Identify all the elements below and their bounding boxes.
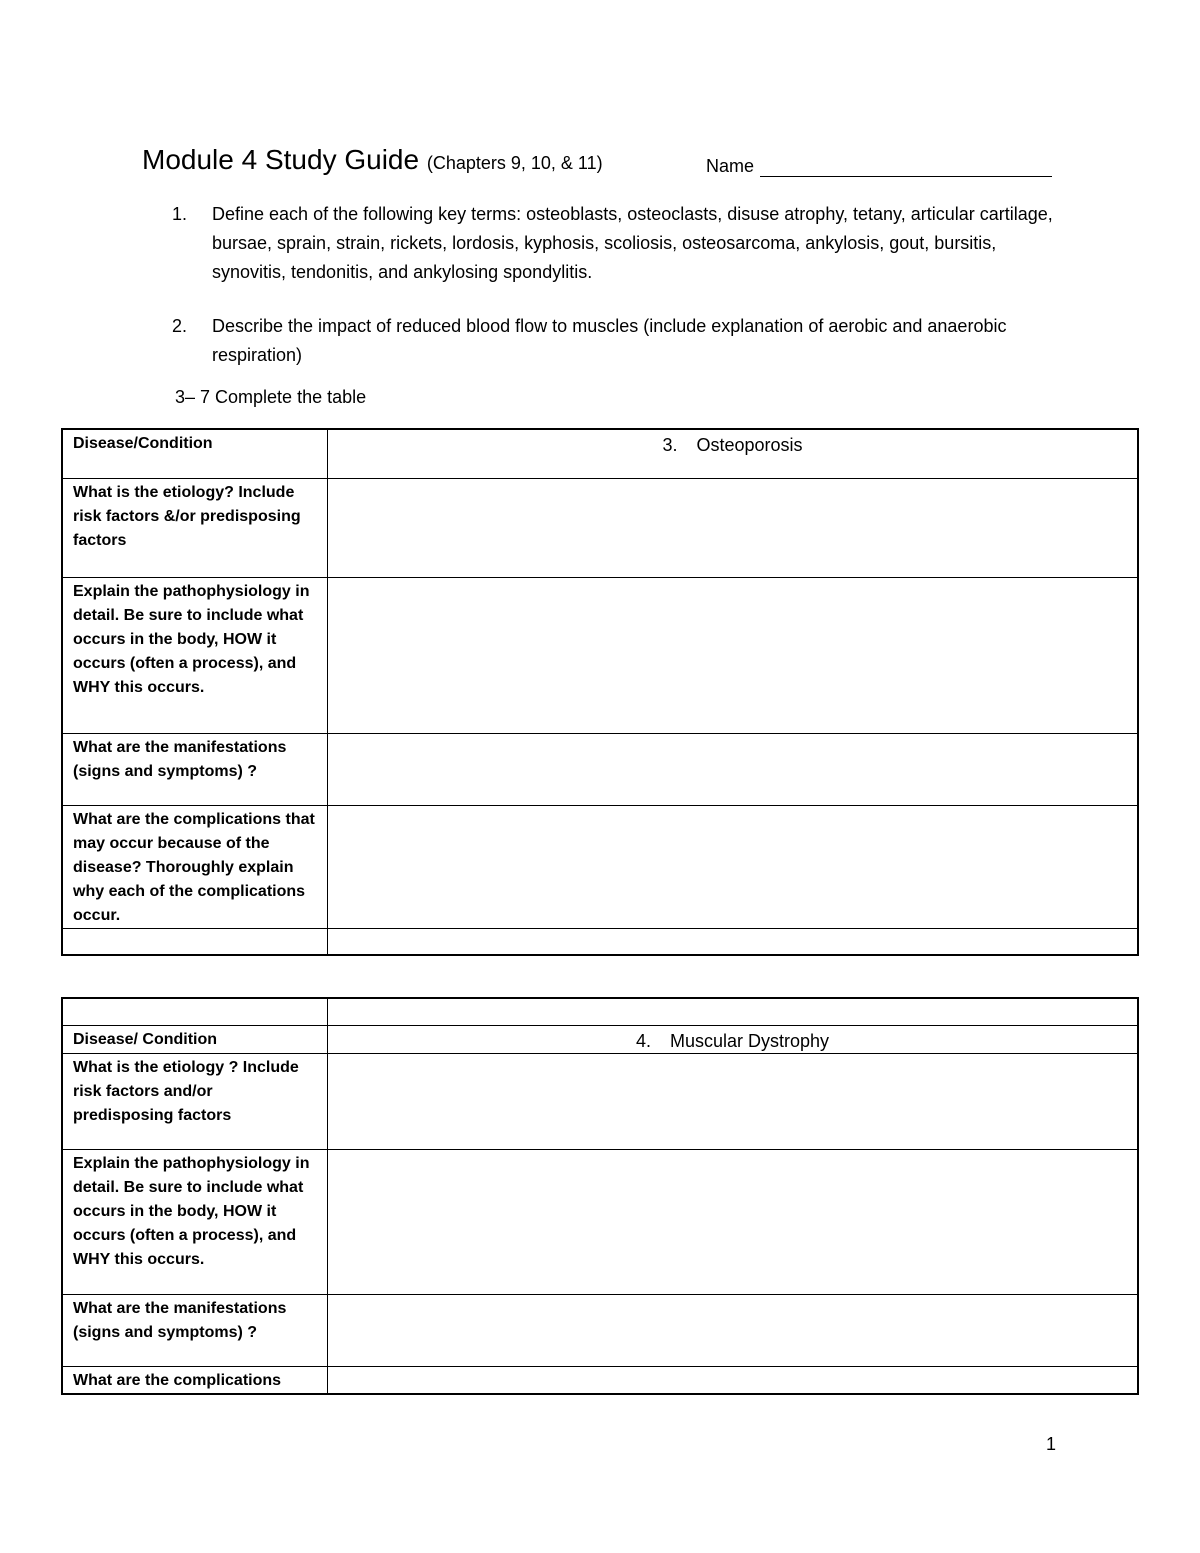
disease-heading bbox=[328, 429, 1139, 478]
question-number: 2. bbox=[172, 316, 188, 336]
title-chapters: (Chapters 9, 10, & 11) bbox=[426, 153, 603, 173]
table-row bbox=[62, 998, 1138, 1025]
complications-prompt: What are the complications that may occur because of the disease? Thoroughly explain why each of the complications occur. bbox=[62, 805, 328, 928]
disease-name: Muscular Dystrophy bbox=[669, 1030, 830, 1051]
etiology-prompt: What is the etiology ? Include risk factors and/or predisposing factors bbox=[62, 1053, 328, 1149]
empty-answer-cell[interactable] bbox=[328, 998, 1139, 1025]
disease-number: 3. bbox=[662, 435, 678, 455]
pathophysiology-answer-cell[interactable] bbox=[328, 1149, 1139, 1294]
table-row bbox=[62, 733, 1138, 805]
pathophysiology-answer-cell[interactable] bbox=[328, 577, 1139, 733]
complications-answer-cell[interactable] bbox=[328, 805, 1139, 928]
table-row bbox=[62, 1366, 1138, 1394]
disease-condition-label: Disease/Condition bbox=[62, 429, 328, 478]
etiology-prompt: What is the etiology? Include risk factors &/or predisposing factors bbox=[62, 478, 328, 577]
question-text: Define each of the following key terms: osteoblasts, osteoclasts, disuse atrophy, tetany, articular cartilage, bursae, sprain, strain, rickets, lordosis, kyphosis, scoliosis, osteosarcoma, ankylosis, gout, bursitis, synovitis, tendonitis, and ankylosing spondylitis. bbox=[212, 204, 1053, 282]
muscular-dystrophy-table bbox=[61, 997, 1139, 1395]
question-list bbox=[172, 200, 1072, 395]
empty-answer-cell[interactable] bbox=[328, 928, 1139, 955]
empty-cell bbox=[62, 998, 328, 1025]
name-field-line[interactable] bbox=[760, 176, 1052, 177]
pathophysiology-prompt: Explain the pathophysiology in detail. Be sure to include what occurs in the body, HOW it occurs (often a process), and WHY this occurs. bbox=[62, 577, 328, 733]
empty-cell bbox=[62, 928, 328, 955]
table-row bbox=[62, 928, 1138, 955]
name-label: Name bbox=[706, 156, 755, 176]
question-item bbox=[172, 200, 1072, 287]
title-row bbox=[142, 144, 1062, 184]
manifestations-answer-cell[interactable] bbox=[328, 1294, 1139, 1366]
table-row bbox=[62, 577, 1138, 733]
pathophysiology-prompt: Explain the pathophysiology in detail. Be sure to include what occurs in the body, HOW it occurs (often a process), and WHY this occurs. bbox=[62, 1149, 328, 1294]
disease-condition-label: Disease/ Condition bbox=[62, 1025, 328, 1053]
disease-number: 4. bbox=[635, 1030, 651, 1051]
etiology-answer-cell[interactable] bbox=[328, 478, 1139, 577]
disease-heading bbox=[328, 1025, 1139, 1053]
manifestations-answer-cell[interactable] bbox=[328, 733, 1139, 805]
complications-prompt: What are the complications bbox=[62, 1366, 328, 1394]
table-instruction: 3– 7 Complete the table bbox=[175, 387, 367, 407]
question-item bbox=[172, 312, 1072, 370]
table-header-row bbox=[62, 1025, 1138, 1053]
manifestations-prompt: What are the manifestations (signs and symptoms) ? bbox=[62, 1294, 328, 1366]
page-number: 1 bbox=[1046, 1434, 1057, 1454]
table-row bbox=[62, 478, 1138, 577]
question-number: 1. bbox=[172, 204, 188, 224]
etiology-answer-cell[interactable] bbox=[328, 1053, 1139, 1149]
manifestations-prompt: What are the manifestations (signs and symptoms) ? bbox=[62, 733, 328, 805]
page-title bbox=[142, 144, 603, 176]
disease-name: Osteoporosis bbox=[696, 435, 803, 455]
table-header-row bbox=[62, 429, 1138, 478]
table-row bbox=[62, 1294, 1138, 1366]
title-text: Module 4 Study Guide bbox=[142, 144, 420, 175]
complications-answer-cell[interactable] bbox=[328, 1366, 1139, 1394]
table-row bbox=[62, 1053, 1138, 1149]
question-text: Describe the impact of reduced blood flow to muscles (include explanation of aerobic and anaerobic respiration) bbox=[212, 316, 1007, 365]
osteoporosis-table bbox=[61, 428, 1139, 956]
table-row bbox=[62, 805, 1138, 928]
table-row bbox=[62, 1149, 1138, 1294]
